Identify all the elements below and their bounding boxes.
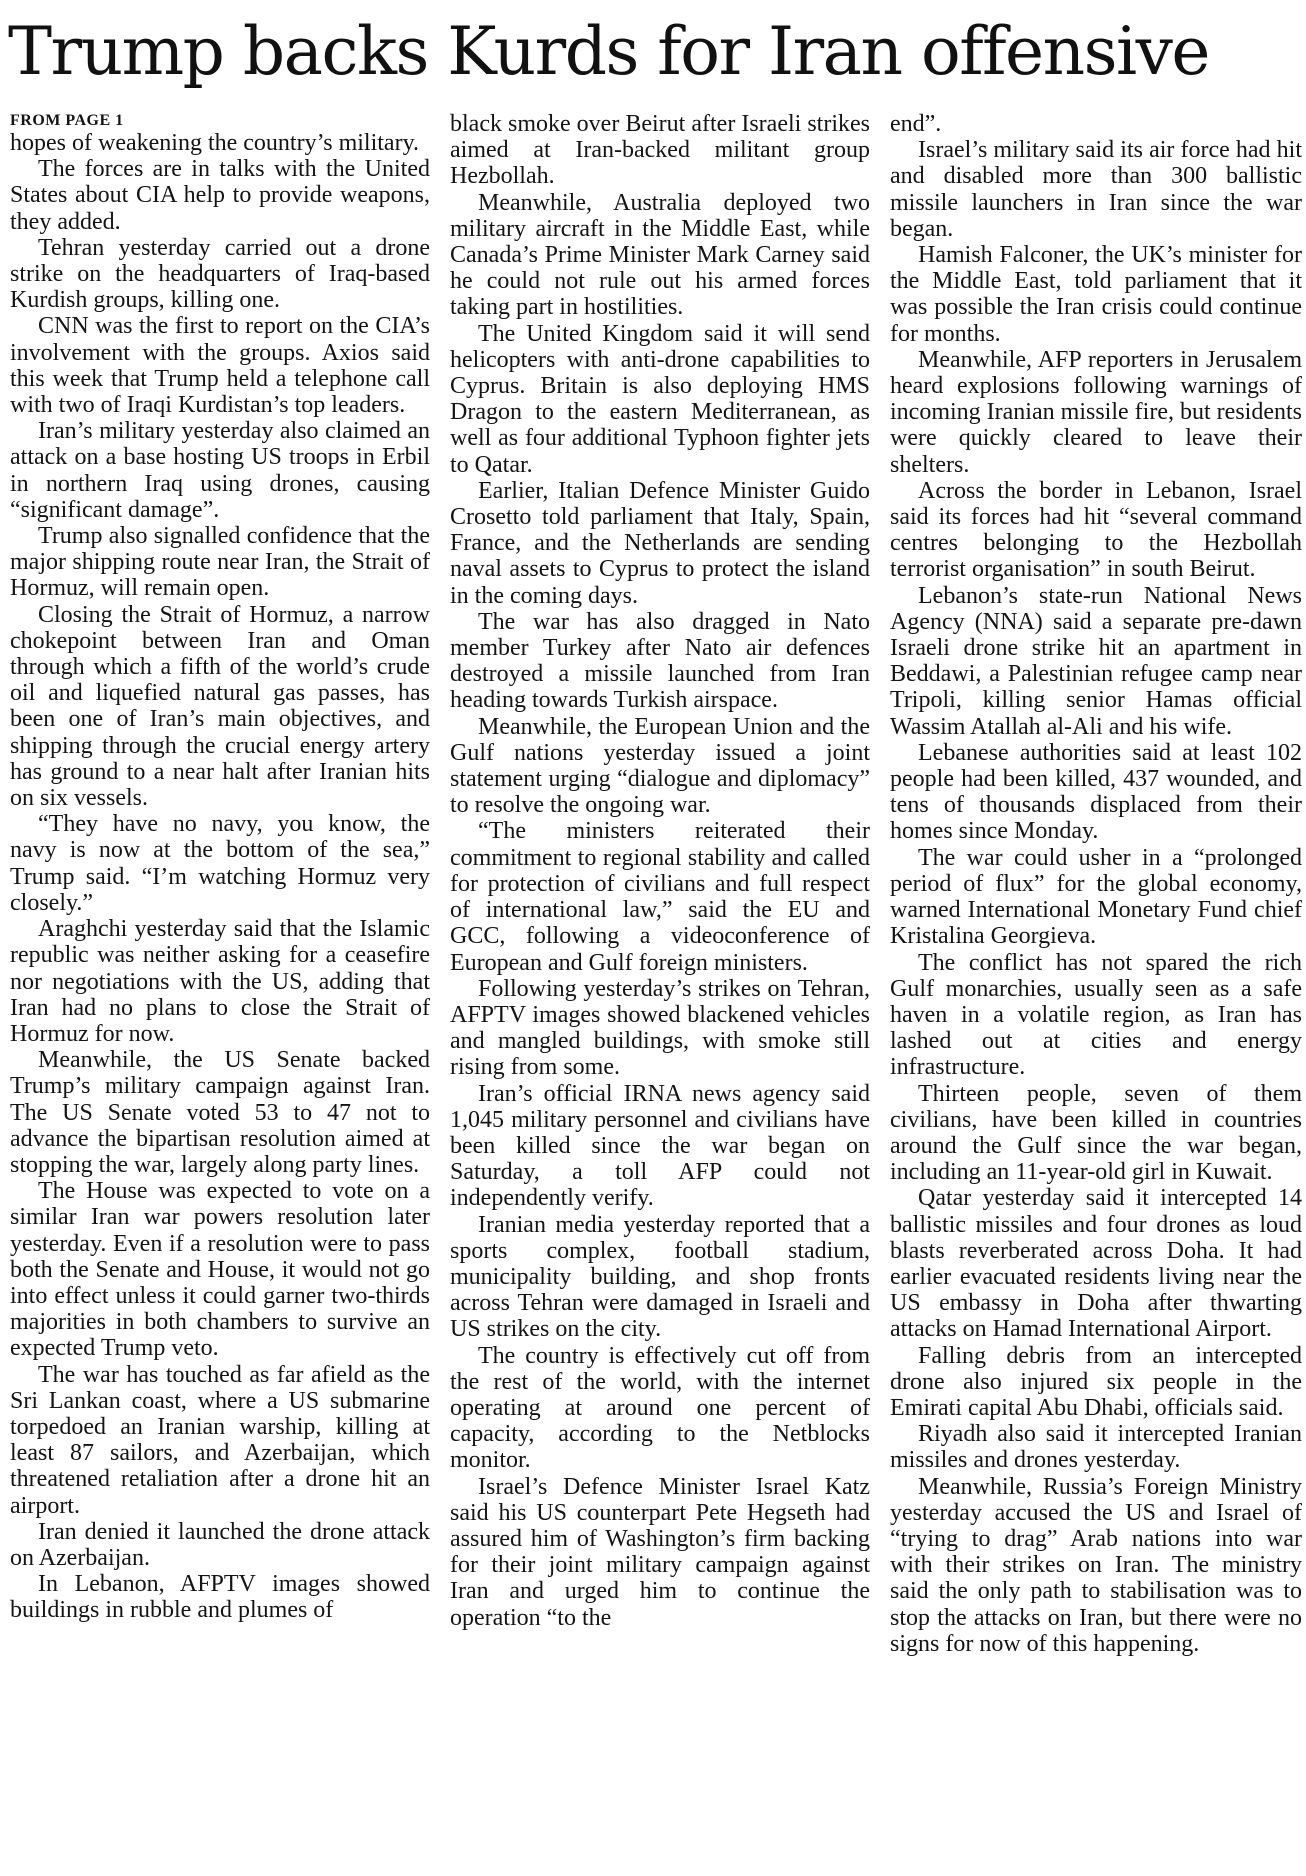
- article-paragraph: Trump also signalled confidence that the major shipping route near Iran, the Strait of Hormuz, will remain open.: [10, 523, 430, 602]
- article-paragraph: The forces are in talks with the United States about CIA help to provide weapons, they added.: [10, 156, 430, 235]
- article-paragraph: The war has touched as far afield as the Sri Lankan coast, where a US submarine torpedoed an Iranian warship, killing at least 87 sailors, and Azerbaijan, which threatened retaliation after a drone hit an airport.: [10, 1361, 430, 1519]
- article-column-1: [10, 111, 430, 1867]
- article-paragraph: The House was expected to vote on a similar Iran war powers resolution later yesterday. Even if a resolution were to pass both the Senate and House, it would not go into effect unless it could garner two-thirds majorities in both chambers to survive an expected Trump veto.: [10, 1178, 430, 1362]
- article-paragraph: Israel’s military said its air force had hit and disabled more than 300 ballistic missile launchers in Iran since the war began.: [890, 137, 1302, 242]
- article-paragraph: Closing the Strait of Hormuz, a narrow chokepoint between Iran and Oman through which a fifth of the world’s crude oil and liquefied natural gas passes, has been one of Iran’s main objectives, and shipping through the crucial energy artery has ground to a near halt after Iranian hits on six vessels.: [10, 601, 430, 812]
- article-paragraph: Following yesterday’s strikes on Tehran, AFPTV images showed blackened vehicles and mangled buildings, with smoke still rising from some.: [450, 975, 870, 1081]
- article-paragraph: Falling debris from an intercepted drone also injured six people in the Emirati capital Abu Dhabi, officials said.: [890, 1342, 1302, 1421]
- article-paragraph: Iran’s military yesterday also claimed an attack on a base hosting US troops in Erbil in northern Iraq using drones, causing “significant damage”.: [10, 418, 430, 523]
- article-paragraph: Thirteen people, seven of them civilians, have been killed in countries around the Gulf since the war began, including an 11-year-old girl in Kuwait.: [890, 1080, 1302, 1186]
- article-paragraph: The country is effectively cut off from the rest of the world, with the internet operating at around one percent of capacity, according to the Netblocks monitor.: [450, 1342, 870, 1474]
- article-paragraph: black smoke over Beirut after Israeli strikes aimed at Iran-backed militant group Hezbollah.: [450, 111, 870, 190]
- article-paragraph: “The ministers reiterated their commitment to regional stability and called for protection of civilians and full respect of international law,” said the EU and GCC, following a videoconference of European and Gulf foreign ministers.: [450, 818, 870, 976]
- article-paragraph: Earlier, Italian Defence Minister Guido Crosetto told parliament that Italy, Spain, France, and the Netherlands are sending naval assets to Cyprus to protect the island in the coming days.: [450, 477, 870, 609]
- continuation-kicker: FROM PAGE 1: [10, 112, 124, 129]
- article-paragraph: Hamish Falconer, the UK’s minister for the Middle East, told parliament that it was possible the Iran crisis could continue for months.: [890, 242, 1302, 347]
- article-paragraph: Iranian media yesterday reported that a sports complex, football stadium, municipality building, and shop fronts across Tehran were damaged in Israeli and US strikes on the city.: [450, 1211, 870, 1343]
- article-paragraph: In Lebanon, AFPTV images showed buildings in rubble and plumes of: [10, 1571, 430, 1624]
- article-paragraph: Across the border in Lebanon, Israel said its forces had hit “several command centres belonging to the Hezbollah terrorist organisation” in south Beirut.: [890, 477, 1302, 583]
- article-paragraph: Lebanese authorities said at least 102 people had been killed, 437 wounded, and tens of thousands displaced from their homes since Monday.: [890, 739, 1302, 845]
- article-paragraph: The United Kingdom said it will send helicopters with anti-drone capabilities to Cyprus. Britain is also deploying HMS Dragon to the eastern Mediterranean, as well as four additional Typhoon fighter jets to Qatar.: [450, 320, 870, 478]
- article-paragraph: Meanwhile, AFP reporters in Jerusalem heard explosions following warnings of incoming Iranian missile fire, but residents were quickly cleared to leave their shelters.: [890, 346, 1302, 478]
- article-paragraph: Riyadh also said it intercepted Iranian missiles and drones yesterday.: [890, 1421, 1302, 1474]
- article-paragraph: Lebanon’s state-run National News Agency (NNA) said a separate pre-dawn Israeli drone strike hit an apartment in Beddawi, a Palestinian refugee camp near Tripoli, killing senior Hamas official Wassim Atallah al-Ali and his wife.: [890, 582, 1302, 740]
- headline: Trump backs Kurds for Iran offensive: [8, 13, 1209, 90]
- article-paragraph: Meanwhile, Australia deployed two military aircraft in the Middle East, while Canada’s Prime Minister Mark Carney said he could not rule out his armed forces taking part in hostilities.: [450, 189, 870, 321]
- article-paragraph: The war could usher in a “prolonged period of flux” for the global economy, warned International Monetary Fund chief Kristalina Georgieva.: [890, 844, 1302, 950]
- article-column-2: [450, 111, 870, 1867]
- article-column-3: [890, 111, 1302, 1867]
- article-paragraph: Tehran yesterday carried out a drone strike on the headquarters of Iraq-based Kurdish groups, killing one.: [10, 234, 430, 314]
- article-paragraph: end”.: [890, 111, 942, 137]
- article-paragraph: Meanwhile, the US Senate backed Trump’s military campaign against Iran. The US Senate voted 53 to 47 not to advance the bipartisan resolution aimed at stopping the war, largely along party lines.: [10, 1047, 430, 1178]
- article-paragraph: hopes of weakening the country’s military.: [10, 130, 420, 156]
- article-paragraph: Israel’s Defence Minister Israel Katz said his US counterpart Pete Hegseth had assured him of Washington’s firm backing for their joint military campaign against Iran and urged him to continue the operation “to the: [450, 1473, 870, 1631]
- article-paragraph: Iran denied it launched the drone attack on Azerbaijan.: [10, 1518, 430, 1571]
- article-paragraph: CNN was the first to report on the CIA’s involvement with the groups. Axios said this week that Trump held a telephone call with two of Iraqi Kurdistan’s top leaders.: [10, 313, 430, 419]
- article-paragraph: The war has also dragged in Nato member Turkey after Nato air defences destroyed a missile launched from Iran heading towards Turkish airspace.: [450, 608, 870, 714]
- article-paragraph: Qatar yesterday said it intercepted 14 ballistic missiles and four drones as loud blasts reverberated across Doha. It had earlier evacuated residents living near the US embassy in Doha after thwarting attacks on Hamad International Airport.: [890, 1185, 1302, 1343]
- article-paragraph: The conflict has not spared the rich Gulf monarchies, usually seen as a safe haven in a volatile region, as Iran has lashed out at cities and energy infrastructure.: [890, 949, 1302, 1081]
- article-paragraph: Meanwhile, the European Union and the Gulf nations yesterday issued a joint statement urging “dialogue and diplomacy” to resolve the ongoing war.: [450, 713, 870, 819]
- article-paragraph: Iran’s official IRNA news agency said 1,045 military personnel and civilians have been killed since the war began on Saturday, a toll AFP could not independently verify.: [450, 1080, 870, 1212]
- article-paragraph: Araghchi yesterday said that the Islamic republic was neither asking for a ceasefire nor negotiations with the US, adding that Iran had no plans to close the Strait of Hormuz for now.: [10, 916, 430, 1047]
- article-paragraph: “They have no navy, you know, the navy is now at the bottom of the sea,” Trump said. “I’m watching Hormuz very closely.”: [10, 811, 430, 916]
- article-paragraph: Meanwhile, Russia’s Foreign Ministry yesterday accused the US and Israel of “trying to drag” Arab nations into war with their strikes on Iran. The ministry said the only path to stabilisation was to stop the attacks on Iran, but there were no signs for now of this happening.: [890, 1473, 1302, 1657]
